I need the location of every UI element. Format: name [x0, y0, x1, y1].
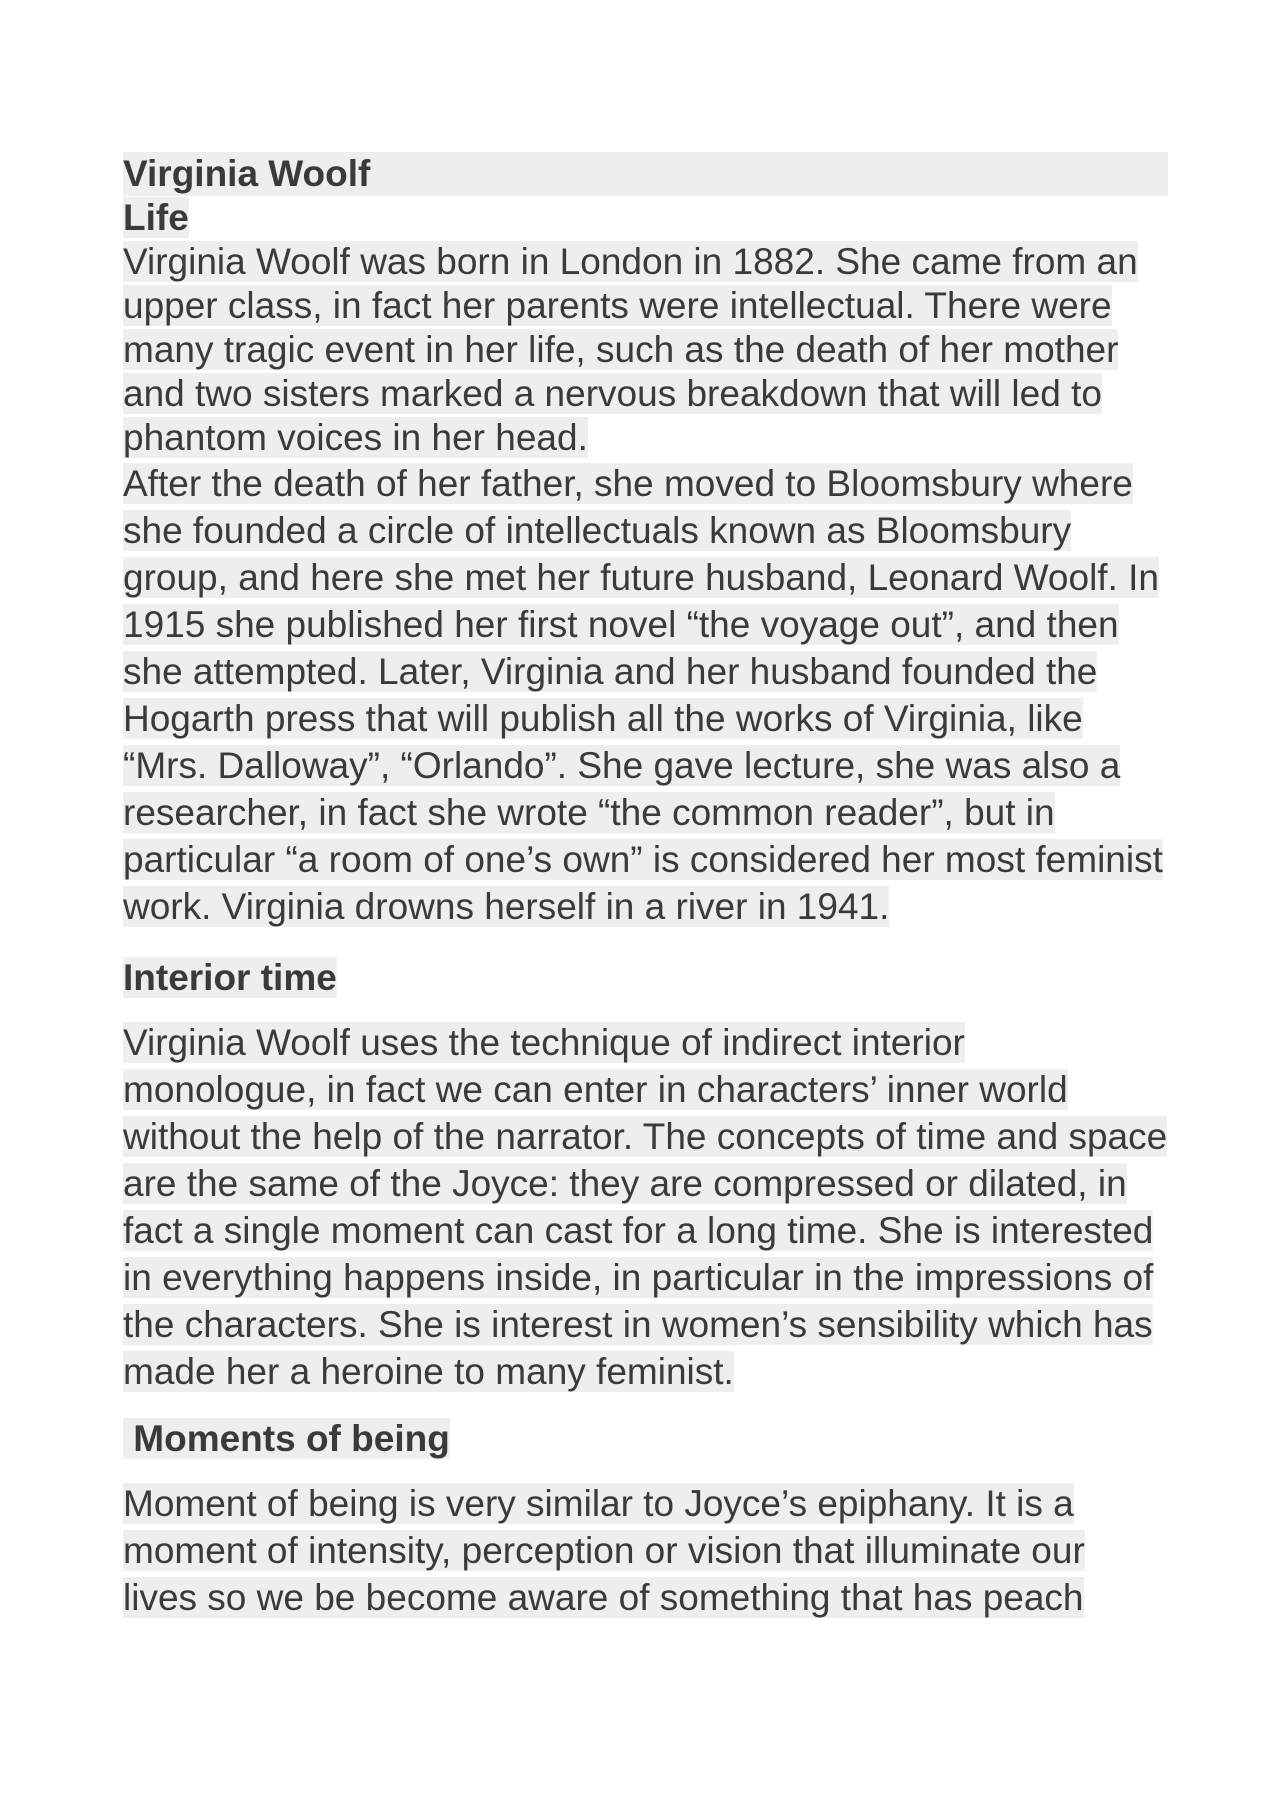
interior-time-paragraph [123, 1019, 1168, 1395]
document-title: Virginia Woolf [123, 152, 1168, 196]
section-heading-moments-of-being [123, 1415, 1168, 1462]
section-heading-life-text: Life [123, 197, 189, 238]
life-paragraph-2-text: After the death of her father, she moved to Bloomsbury where she founded a circle of intellectuals known as Bloomsbury group, and here she met her future husband, Leonard Woolf. In 1915 she published her first novel “the voyage out”, and then she attempted. Later, Virginia and her husband founded the Hogarth press that will publish all the works of Virginia, like “Mrs. Dalloway”, “Orlando”. She gave lecture, she was also a researcher, in fact she wrote “the common reader”, but in particular “a room of one’s own” is considered her most feminist work. Virginia drowns herself in a river in 1941. [123, 463, 1163, 927]
moments-of-being-paragraph-text: Moment of being is very similar to Joyce’s epiphany. It is a moment of intensity, perception or vision that illuminate our lives so we be become aware of something that has peach [123, 1483, 1085, 1618]
life-paragraph-2 [123, 460, 1168, 930]
section-heading-life [123, 196, 1168, 240]
interior-time-paragraph-text: Virginia Woolf uses the technique of indirect interior monologue, in fact we can enter in characters’ inner world without the help of the narrator. The concepts of time and space are the same of the Joyce: they are compressed or dilated, in fact a single moment can cast for a long time. She is interested in everything happens inside, in particular in the impressions of the characters. She is interest in women’s sensibility which has made her a heroine to many feminist. [123, 1022, 1168, 1392]
document-page [123, 152, 1168, 1621]
life-paragraph-1-text: Virginia Woolf was born in London in 1882. She came from an upper class, in fact her parents were intellectual. There were many tragic event in her life, such as the death of her mother and two sisters marked a nervous breakdown that will led to phantom voices in her head. [123, 241, 1138, 458]
section-heading-interior-time [123, 954, 1168, 1001]
life-paragraph-1 [123, 240, 1168, 460]
moments-of-being-paragraph [123, 1480, 1168, 1621]
section-heading-moments-of-being-text: Moments of being [123, 1418, 450, 1459]
section-heading-interior-time-text: Interior time [123, 957, 337, 998]
